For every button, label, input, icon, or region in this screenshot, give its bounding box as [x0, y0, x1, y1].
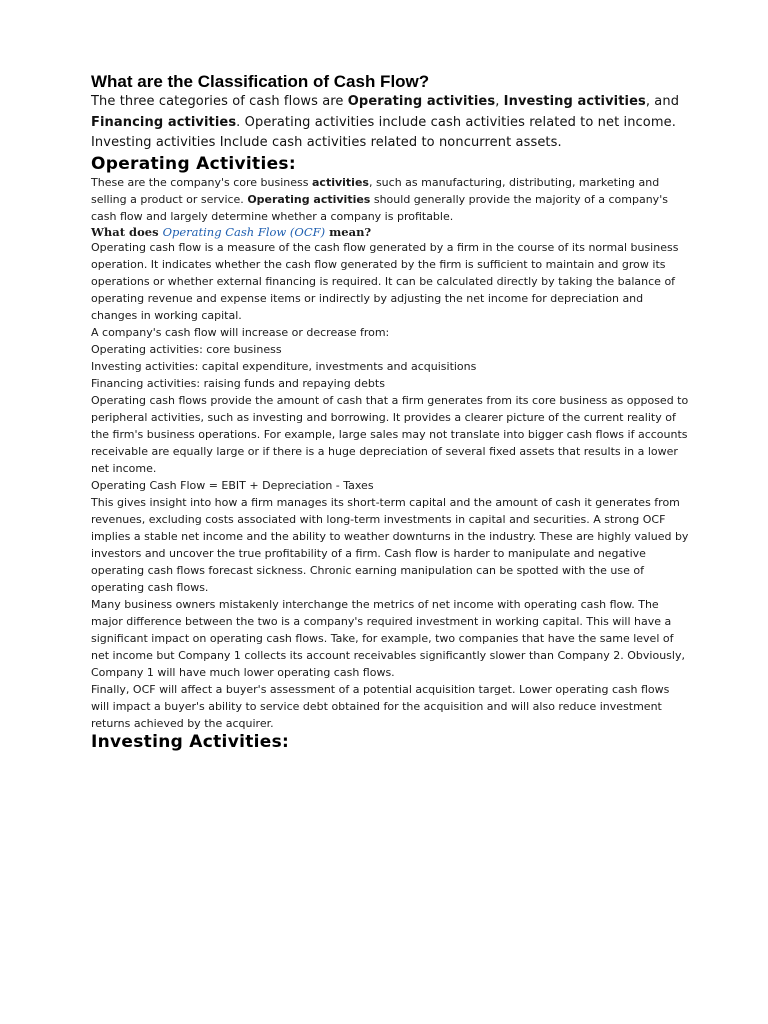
- intro-paragraph: [91, 92, 691, 154]
- list-item-financing: Financing activities: raising funds and repaying debts: [91, 376, 385, 390]
- document-page: [91, 72, 691, 752]
- ocf-link[interactable]: Operating Cash Flow (OCF): [162, 224, 326, 239]
- ocf-insight-paragraph: This gives insight into how a firm manages its short-term capital and the amount of cash it generates from revenues, excluding costs associated with long-term investments in capital and securities. A strong OCF implies a stable net income and the ability to weather downturns in the industry. These are highly valued by investors and uncover the true profitability of a firm. Cash flow is harder to manipulate and negative operating cash flows forecast sickness. Chronic earning manipulation can be spotted with the use of operating cash flows.: [91, 495, 689, 594]
- ocf-explanation-paragraph: Operating cash flows provide the amount of cash that a firm generates from its core business as opposed to peripheral activities, such as investing and borrowing. It provides a clearer picture of the current reality of the firm's business operations. For example, large sales may not translate into bigger cash flows if accounts receivable are equally large or if there is a huge depreciation of several fixed assets that results in a lower net income.: [91, 393, 689, 475]
- intro-text: , and: [645, 94, 680, 109]
- question-text: mean?: [325, 224, 372, 239]
- list-item-operating: Operating activities: core business: [91, 342, 282, 356]
- paragraph-text: These are the company's core business: [91, 175, 312, 189]
- investing-activities-heading: Investing Activities:: [91, 731, 290, 752]
- cash-flow-change-intro: A company's cash flow will increase or decrease from:: [91, 325, 390, 339]
- list-item-investing: Investing activities: capital expenditure, investments and acquisitions: [91, 359, 477, 373]
- operating-activities-heading: Operating Activities:: [91, 153, 296, 174]
- paragraph-text: should generally provide the majority of a company's cash flow and largely determine whether a company is profitable.: [91, 192, 668, 223]
- question-text: What does: [91, 224, 163, 239]
- intro-term-investing: Investing activities: [503, 94, 646, 109]
- paragraph-bold-term: Operating activities: [247, 192, 371, 206]
- ocf-question: [91, 225, 691, 239]
- ocf-definition-paragraph: Operating cash flow is a measure of the cash flow generated by a firm in the course of its normal business operation. It indicates whether the cash flow generated by the firm is sufficient to maintain and grow its operations or whether external financing is required. It can be calculated directly by taking the balance of operating revenue and expense items or indirectly by adjusting the net income for depreciation and changes in working capital.: [91, 240, 679, 322]
- page-title: What are the Classification of Cash Flow?: [91, 72, 430, 91]
- operating-definition-paragraph: [91, 174, 691, 225]
- net-income-comparison-paragraph: Many business owners mistakenly interchange the metrics of net income with operating cash flow. The major difference between the two is a company's required investment in working capital. This will have a significant impact on operating cash flows. Take, for example, two companies that have the same level of net income but Company 1 collects its account receivables significantly slower than Company 2. Obviously, Company 1 will have much lower operating cash flows.: [91, 597, 685, 679]
- intro-text: . Operating activities include cash activities related to net income. Investing activities Include cash activities related to noncurrent assets.: [91, 114, 676, 150]
- ocf-formula: Operating Cash Flow = EBIT + Depreciation - Taxes: [91, 478, 374, 492]
- intro-term-financing: Financing activities: [91, 114, 237, 130]
- paragraph-bold-term: activities: [312, 175, 369, 189]
- intro-text: The three categories of cash flows are: [91, 94, 348, 109]
- intro-text: ,: [495, 94, 504, 109]
- intro-term-operating: Operating activities: [347, 94, 496, 109]
- acquisition-paragraph: Finally, OCF will affect a buyer's assessment of a potential acquisition target. Lower operating cash flows will impact a buyer's ability to service debt obtained for the acquisition and will also reduce investment returns achieved by the acquirer.: [91, 682, 670, 730]
- paragraph-text: , such as manufacturing, distributing, marketing and selling a product or service.: [91, 175, 660, 206]
